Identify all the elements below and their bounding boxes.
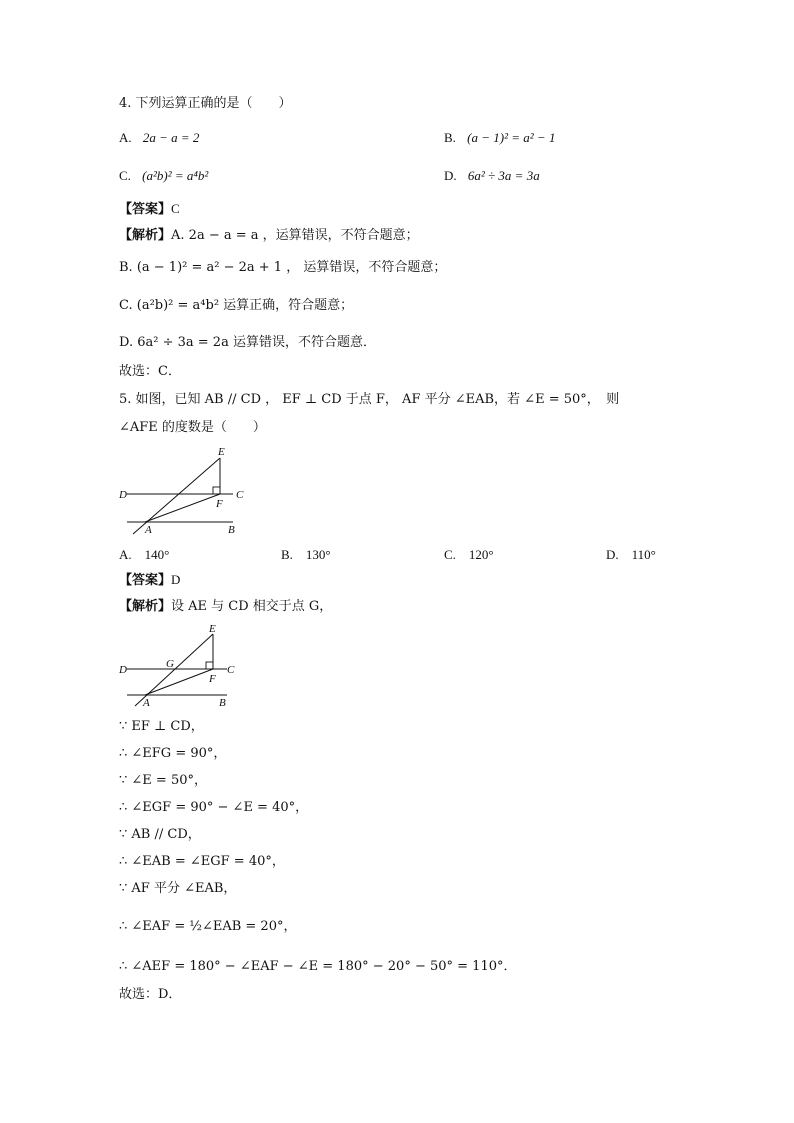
q4-option-a	[119, 129, 199, 147]
label-e: E	[209, 623, 216, 635]
label-d: D	[119, 664, 127, 676]
label-b: B	[228, 524, 235, 536]
label-f: F	[209, 673, 216, 685]
label-c: C	[227, 664, 235, 676]
q4-conclusion: 故选：C．	[119, 364, 181, 379]
label-b: B	[219, 697, 226, 709]
label-e: E	[218, 446, 225, 458]
right-angle-mark	[213, 487, 220, 494]
q4-option-b-expr: (a − 1)² = a² − 1	[467, 130, 556, 145]
q5-option-d: D. 110°	[606, 547, 656, 562]
q5-step-9: ∴ ∠AEF = 180° − ∠EAF − ∠E = 180° − 20° − 50° = 110°．	[119, 959, 517, 974]
label-g: G	[166, 658, 174, 670]
q5-option-c: C. 120°	[444, 547, 494, 562]
q4-option-d-label: D.	[444, 168, 457, 183]
q5-step-4: ∴ ∠EGF = 90° − ∠E = 40°，	[119, 800, 309, 815]
q5-answer-value: D	[171, 572, 181, 587]
q4-analysis-text: A. 2a − a = a ，运算错误，不符合题意；	[171, 228, 419, 243]
q5-analysis-intro: 设 AE 与 CD 相交于点 G，	[171, 599, 333, 614]
q5-conclusion: 故选：D．	[119, 987, 182, 1002]
q4-analysis-line-4: D. 6a² ÷ 3a = 2a 运算错误，不符合题意．	[119, 335, 376, 350]
q5-solution-figure	[115, 622, 250, 710]
q4-option-d-expr: 6a² ÷ 3a = 3a	[467, 168, 540, 183]
q5-step-3: ∵ ∠E = 50°，	[119, 773, 207, 788]
q4-analysis-line-1	[119, 227, 419, 245]
q5-figure	[115, 444, 250, 539]
q4-answer	[119, 200, 180, 219]
label-d: D	[119, 489, 127, 501]
segment-af	[145, 669, 213, 695]
q5-step-8: ∴ ∠EAF = ½∠EAB = 20°，	[119, 919, 297, 934]
q4-analysis-tag: 【解析】	[119, 228, 172, 243]
q5-stem-line-1: 5. 如图，已知 AB // CD ， EF ⊥ CD 于点 F， AF 平分 ∠EAB，若 ∠E = 50°， 则	[119, 392, 620, 407]
q5-answer	[119, 571, 180, 590]
q5-step-6: ∴ ∠EAB = ∠EGF = 40°，	[119, 854, 285, 869]
q4-option-a-expr: 2a − a = 2	[142, 130, 200, 145]
q4-option-a-label: A.	[119, 130, 132, 145]
q4-analysis-line-3: C. (a²b)² = a⁴b² 运算正确，符合题意；	[119, 298, 354, 313]
q5-analysis-intro-line	[119, 598, 332, 616]
label-f: F	[216, 498, 223, 510]
q4-stem: 4. 下列运算正确的是（ ）	[119, 96, 292, 111]
q5-step-5: ∵ AB // CD，	[119, 827, 201, 842]
q5-step-2: ∴ ∠EFG = 90°，	[119, 746, 227, 761]
right-angle-mark	[206, 662, 213, 669]
q4-analysis-line-2: B. (a − 1)² = a² − 2a + 1 ， 运算错误，不符合题意；	[119, 260, 447, 275]
q4-option-c-label: C.	[119, 168, 131, 183]
label-c: C	[236, 489, 244, 501]
q5-stem-line-2: ∠AFE 的度数是（ ）	[119, 420, 266, 435]
q5-option-a: A. 140°	[119, 547, 170, 562]
segment-af	[145, 494, 220, 522]
q4-option-b	[444, 129, 555, 147]
q4-option-d	[444, 167, 540, 185]
q4-answer-value: C	[171, 201, 180, 216]
label-a: A	[143, 697, 150, 709]
q4-option-c-expr: (a²b)² = a⁴b²	[142, 168, 209, 183]
line-ae	[133, 458, 220, 534]
q4-option-b-label: B.	[444, 130, 456, 145]
q5-option-b: B. 130°	[281, 547, 331, 562]
q4-answer-tag: 【答案】	[119, 202, 172, 217]
q5-answer-tag: 【答案】	[119, 573, 172, 588]
q5-step-7: ∵ AF 平分 ∠EAB，	[119, 881, 237, 896]
q5-step-1: ∵ EF ⊥ CD，	[119, 719, 204, 734]
q5-analysis-tag: 【解析】	[119, 599, 172, 614]
label-a: A	[145, 524, 152, 536]
q4-option-c	[119, 167, 208, 185]
